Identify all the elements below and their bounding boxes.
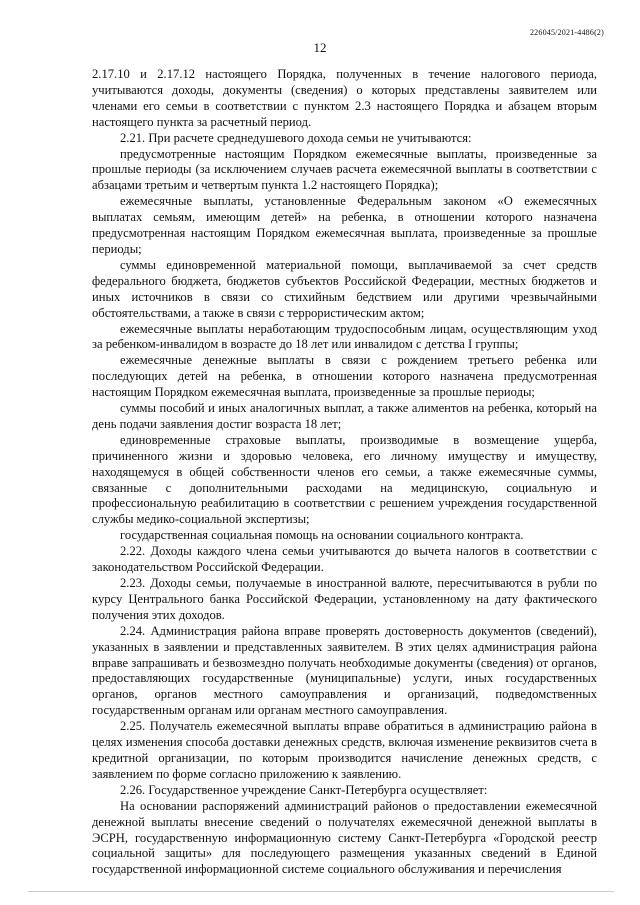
paragraph-2-24: 2.24. Администрация района вправе проверять достоверность документов (сведений), указанных в заявлении и представленных заявителем. В этих целях администрация района вправе запрашивать и безвозмездно получать необходимые документы (сведения) от органов, предоставляющих государственные (муниципальные) услуги, иных государственных органов, органов местного самоуправления и организаций, подведомственных государственным органам или органам местного самоуправления. [92, 623, 597, 718]
scan-edge-line [28, 891, 614, 892]
page-number: 12 [313, 40, 327, 55]
paragraph-2-21: 2.21. При расчете среднедушевого дохода семьи не учитываются: [120, 130, 472, 145]
paragraph-item: суммы единовременной материальной помощи, выплачиваемой за счет средств федерального бюджета, бюджетов субъектов Российской Федерации, местных бюджетов и иных источников в связи со стихийным бедствием или другими чрезвычайными обстоятельствами, а также в связи с террористическим актом; [92, 257, 597, 320]
document-body [92, 67, 597, 878]
paragraph-item: суммы пособий и иных аналогичных выплат, а также алиментов на ребенка, который на день подачи заявления достиг возраста 18 лет; [92, 401, 597, 431]
document-id: 226045/2021-4486(2) [529, 28, 604, 37]
paragraph-item: ежемесячные выплаты неработающим трудоспособным лицам, осуществляющим уход за ребенком-инвалидом в возрасте до 18 лет или инвалидом с детства I группы; [92, 321, 597, 352]
paragraph-item: государственная социальная помощь на основании социального контракта. [120, 528, 524, 543]
paragraph-item: предусмотренные настоящим Порядком ежемесячные выплаты, произведенные за прошлые периоды (за исключением случаев расчета ежемесячной выплаты в соответствии с абзацами третьим и четвертым пункта 1.2 настоящего Порядка); [92, 146, 597, 193]
paragraph-item: ежемесячные денежные выплаты в связи с рождением третьего ребенка или последующих детей на ребенка, в отношении которого назначена предусмотренная настоящим Порядком ежемесячная выплата, произведенные за прошлые периоды; [92, 353, 597, 400]
paragraph-continuation: 2.17.10 и 2.17.12 настоящего Порядка, полученных в течение налогового периода, учитываются доходы, документы (сведения) о которых представлены заявителем или членами его семьи в соответствии с пунктом 2.3 настоящего Порядка и абзацем вторым настоящего пункта за расчетный период. [92, 67, 597, 129]
paragraph-item: ежемесячные выплаты, установленные Федеральным законом «О ежемесячных выплатах семьям, имеющим детей» на ребенка, в отношении которого назначена предусмотренная настоящим Порядком ежемесячная выплата, произведенные за прошлые периоды; [92, 194, 597, 256]
paragraph-2-26: 2.26. Государственное учреждение Санкт-Петербурга осуществляет: [120, 782, 488, 797]
paragraph-2-25: 2.25. Получатель ежемесячной выплаты вправе обратиться в администрацию района в целях изменения способа доставки денежных средств, включая изменение реквизитов счета в кредитной организации, по которым производится начисление денежных средств, с заявлением по форме согласно приложению к заявлению. [92, 719, 597, 781]
paragraph-2-22: 2.22. Доходы каждого члена семьи учитываются до вычета налогов в соответствии с законодательством Российской Федерации. [92, 544, 597, 575]
paragraph-item: единовременные страховые выплаты, производимые в возмещение ущерба, причиненного жизни и здоровью человека, его личному имуществу и имуществу, находящемуся в общей собственности членов его семьи, а также ежемесячные суммы, связанные с дополнительными расходами на медицинскую, социальную и профессиональную реабилитацию в соответствии с решением учреждения государственной службы медико-социальной экспертизы; [92, 432, 597, 527]
paragraph-item: На основании распоряжений администраций районов о предоставлении ежемесячной денежной выплаты внесение сведений о получателях ежемесячной денежной выплаты в ЭСРН, государственную информационную систему Санкт-Петербурга «Городской реестр социальной защиты» для последующего размещения указанных сведений в Единой государственной информационной системе социального обслуживания и перечисления [92, 798, 597, 877]
paragraph-2-23: 2.23. Доходы семьи, получаемые в иностранной валюте, пересчитываются в рубли по курсу Центрального банка Российской Федерации, установленному на дату фактического получения этих доходов. [92, 576, 597, 622]
